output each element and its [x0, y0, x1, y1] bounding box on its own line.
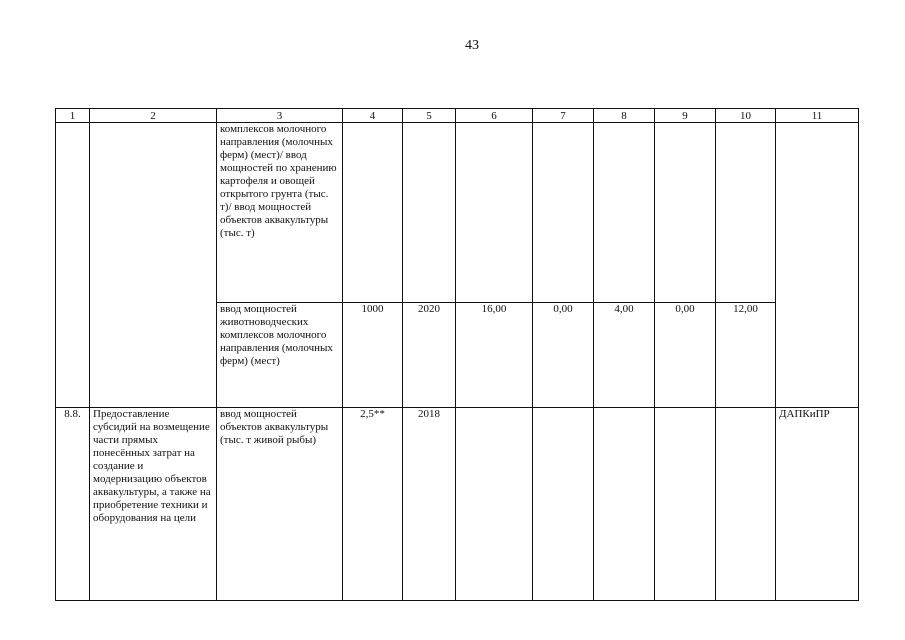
column-number-header-row: [56, 109, 859, 123]
value-cell: 4,00: [594, 303, 655, 408]
measure-name-cell: [90, 123, 217, 408]
year-cell: 2020: [403, 303, 456, 408]
value-cell: [716, 123, 776, 303]
indicator-cell: комплексов молочного направления (молочных ферм) (мест)/ ввод мощностей по хранению картофеля и овощей открытого грунта (тыс. т)/ ввод мощностей объектов аквакультуры (тыс. т): [217, 123, 343, 303]
value-cell: 12,00: [716, 303, 776, 408]
indicator-cell: ввод мощностей животноводческих комплексов молочного направления (молочных ферм) (мест): [217, 303, 343, 408]
data-table: [55, 108, 859, 601]
value-cell: 1000: [343, 303, 403, 408]
responsible-cell: ДАПКиПР: [776, 408, 859, 601]
column-header: 11: [776, 109, 859, 123]
column-header: 9: [655, 109, 716, 123]
page-number: 43: [465, 38, 479, 53]
responsible-cell: [776, 123, 859, 408]
table-row: [56, 408, 859, 601]
value-cell: [343, 123, 403, 303]
value-cell: [594, 408, 655, 601]
value-cell: [594, 123, 655, 303]
value-cell: 0,00: [533, 303, 594, 408]
column-header: 5: [403, 109, 456, 123]
row-number-cell: 8.8.: [56, 408, 90, 601]
column-header: 8: [594, 109, 655, 123]
value-cell: [533, 123, 594, 303]
value-cell: [716, 408, 776, 601]
column-header: 1: [56, 109, 90, 123]
value-cell: [533, 408, 594, 601]
year-cell: [403, 123, 456, 303]
year-cell: 2018: [403, 408, 456, 601]
value-cell: 0,00: [655, 303, 716, 408]
column-header: 2: [90, 109, 217, 123]
row-number-cell: [56, 123, 90, 408]
column-header: 4: [343, 109, 403, 123]
measure-name-cell: Предоставление субсидий на возмещение части прямых понесённых затрат на создание и модернизацию объектов аквакультуры, а также на приобретение техники и оборудования на цели: [90, 408, 217, 601]
value-cell: 16,00: [456, 303, 533, 408]
value-cell: [456, 123, 533, 303]
value-cell: [456, 408, 533, 601]
column-header: 7: [533, 109, 594, 123]
value-cell: [655, 408, 716, 601]
column-header: 10: [716, 109, 776, 123]
column-header: 6: [456, 109, 533, 123]
table-row: [56, 123, 859, 303]
value-cell: [655, 123, 716, 303]
value-cell: 2,5**: [343, 408, 403, 601]
column-header: 3: [217, 109, 343, 123]
indicator-cell: ввод мощностей объектов аквакультуры (тыс. т живой рыбы): [217, 408, 343, 601]
